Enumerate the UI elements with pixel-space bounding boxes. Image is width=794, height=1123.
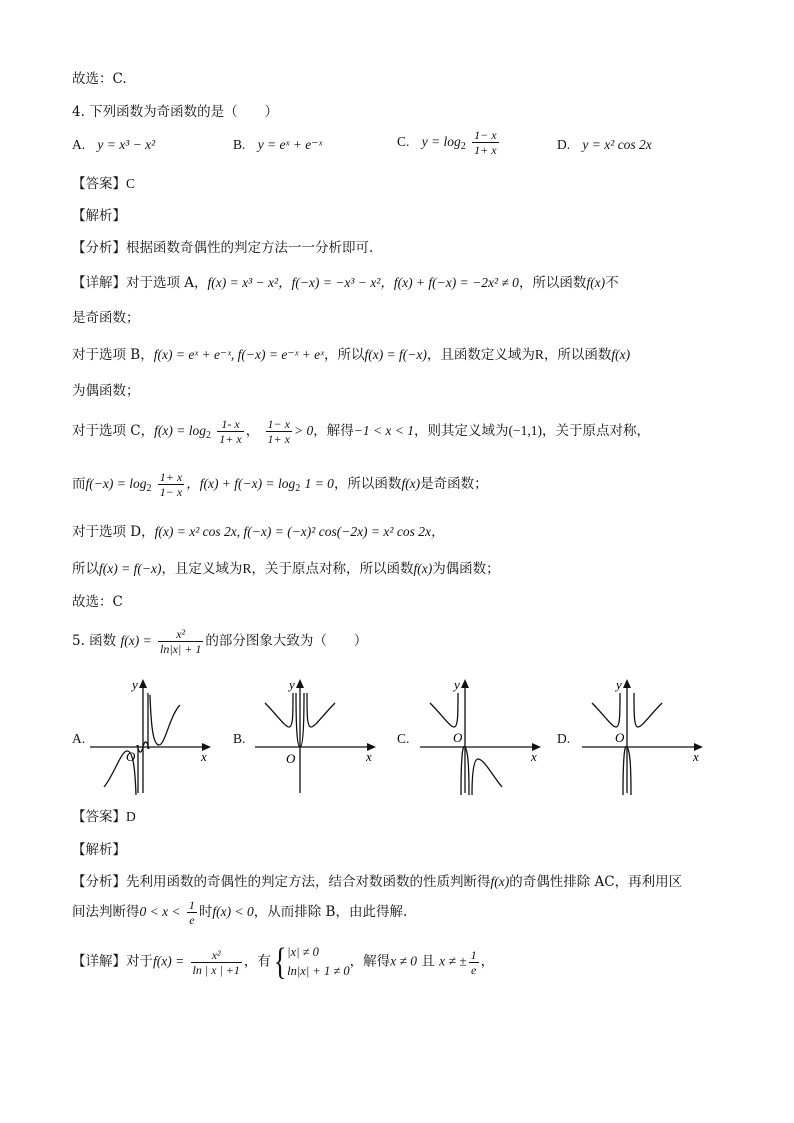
fraction-numerator: x² xyxy=(191,948,242,963)
origin-label: O xyxy=(126,749,136,764)
x-label: x xyxy=(201,749,207,764)
fraction-denominator: 1− x xyxy=(159,485,183,499)
origin-label: O xyxy=(286,751,296,766)
fraction-numerator: 1+ x xyxy=(159,470,183,484)
question-4-stem: 4. 下列函数为奇函数的是（ ） xyxy=(72,104,279,120)
fraction-numerator: x² xyxy=(158,627,203,642)
math-expression: f(x) xyxy=(413,561,433,576)
math-expression: f(x) = x³ − x²，f(−x) = −x³ − x²，f(x) + f(−x) = −2x² ≠ 0 xyxy=(207,275,519,290)
x-label: x xyxy=(693,749,699,764)
fraction-numerator: 1− x xyxy=(474,128,497,142)
math-expression: −1 < x < 1 xyxy=(353,423,415,438)
math-expression: f(x) = log xyxy=(154,423,206,438)
fraction xyxy=(158,470,184,499)
math-expression: ，f(x) + f(−x) = log xyxy=(186,476,296,491)
left-brace: { xyxy=(273,941,287,983)
math-expression: f(x) = xyxy=(120,633,152,648)
q4-option-b xyxy=(233,137,322,153)
detail-text: ，且函数定义域为 xyxy=(426,347,535,363)
graph-d xyxy=(582,675,707,795)
log-base: 2 xyxy=(295,483,301,494)
y-arrow xyxy=(139,679,147,688)
option-d-formula: y = x² cos 2x xyxy=(582,137,652,152)
fenxi-text: 根据函数奇偶性的判定方法一一分析即可. xyxy=(126,240,374,256)
math-expression: f(x) xyxy=(611,347,631,362)
detail-text: 的部分图象大致为（ ） xyxy=(205,633,368,649)
math-expression: f(x) = x² cos 2x, f(−x) = (−x)² cos(−2x) = x² cos 2x， xyxy=(154,524,445,539)
math-interval: (−1,1) xyxy=(508,423,543,438)
fraction-denominator: e xyxy=(189,913,195,927)
graph-label-c: C. xyxy=(397,731,410,746)
fenxi-text: 先利用函数的奇偶性的判定方法，结合对数函数的性质判断得 xyxy=(126,874,491,890)
graph-label-d: D. xyxy=(557,731,571,746)
log-base: 2 xyxy=(146,483,152,494)
detail-text: ，有 xyxy=(243,953,271,970)
log-base: 2 xyxy=(205,430,211,441)
detail-text: 对于选项 B， xyxy=(72,347,154,363)
detail-text: ， xyxy=(480,953,495,970)
detail-text: ，且定义域为 xyxy=(161,561,243,577)
math-expression: f(x) = xyxy=(153,953,185,969)
math-expression: f(x) = f(−x) xyxy=(364,347,427,362)
question-5-stem xyxy=(72,627,367,656)
detail-text: 且 xyxy=(421,953,435,970)
fenxi-text: ，从而排除 B，由此得解. xyxy=(253,904,408,920)
detail-4-line-c2 xyxy=(72,470,488,499)
math-expression: f(x) = f(−x) xyxy=(99,561,162,576)
fenxi-tag: 【分析】 xyxy=(72,240,126,256)
math-expression: 0 < x < xyxy=(139,904,181,919)
detail-text: 所以 xyxy=(72,561,99,577)
fraction-numerator: 1- x xyxy=(217,417,243,432)
real-set: R xyxy=(242,561,252,576)
detail-text: ，所以 xyxy=(323,347,365,363)
detail-text: 不 xyxy=(605,275,619,291)
analysis-4-heading: 【解析】 xyxy=(72,208,126,224)
detail-4-line-d xyxy=(72,520,444,540)
fenxi-5-line-a xyxy=(72,870,682,890)
case-system xyxy=(287,943,349,981)
fraction xyxy=(469,948,479,977)
option-c-fraction xyxy=(472,128,498,157)
y-label: y xyxy=(132,677,138,692)
detail-text: 5. 函数 xyxy=(72,633,117,649)
fraction-denominator: 1+ x xyxy=(267,432,290,446)
analysis-5-heading: 【解析】 xyxy=(72,842,126,858)
detail-text: ，所以函数 xyxy=(518,275,587,291)
detail-4-line-b xyxy=(72,343,630,363)
fenxi-4 xyxy=(72,236,373,256)
graph-label-b: B. xyxy=(233,731,246,746)
y-arrow xyxy=(623,679,631,688)
answer-tag: 【答案】 xyxy=(72,176,126,192)
log-base: 2 xyxy=(460,141,466,152)
fraction-denominator: ln|x| + 1 xyxy=(159,642,202,656)
xiangjie-tag: 【详解】 xyxy=(72,275,126,291)
detail-4-line-a2: 是奇函数； xyxy=(72,310,140,326)
real-set: R xyxy=(534,347,544,362)
case-2: ln|x| + 1 ≠ 0 xyxy=(287,964,350,978)
y-label: y xyxy=(289,677,295,692)
answer-5 xyxy=(72,805,136,825)
fraction-denominator: ln | x | +1 xyxy=(192,962,240,977)
detail-text: ，关于原点对称，所以函数 xyxy=(251,561,414,577)
fraction-denominator: 1+ x xyxy=(474,143,497,157)
y-label: y xyxy=(616,677,622,692)
detail-text: 为偶函数； xyxy=(432,561,500,577)
math-expression: x ≠ ± xyxy=(439,953,467,969)
graph-a xyxy=(90,675,215,795)
curve-left-upper xyxy=(265,693,293,727)
detail-text: ，关于原点对称， xyxy=(542,423,651,439)
detail-text: ，则其定义域为 xyxy=(414,423,509,439)
curve-left-upper xyxy=(430,693,458,727)
answer-value: D xyxy=(126,809,136,824)
fraction xyxy=(187,898,197,927)
curve-right-upper xyxy=(150,695,180,745)
math-expression: f(x) xyxy=(401,476,421,491)
option-b-label: B. xyxy=(233,137,246,152)
detail-4-line-b2 xyxy=(72,379,140,399)
option-b-formula: y = eˣ + e⁻ˣ xyxy=(257,137,323,152)
detail-text: 为偶函数； xyxy=(72,383,140,399)
curve-left-upper xyxy=(592,693,620,727)
detail-4-line-a xyxy=(72,271,619,291)
q4-option-a xyxy=(72,137,155,153)
fraction-numerator: 1− x xyxy=(267,417,290,431)
detail-text: 对于选项 A， xyxy=(126,275,208,291)
detail-text: ，解得 xyxy=(313,423,354,439)
fraction xyxy=(158,627,203,656)
detail-text: ，所以函数 xyxy=(543,347,612,363)
fenxi-text: 的奇偶性排除 AC，再利用区 xyxy=(509,874,683,890)
origin-label: O xyxy=(453,730,463,745)
detail-text: ，所以函数 xyxy=(333,476,402,492)
xiangjie-tag: 【详解】 xyxy=(72,953,126,970)
fraction xyxy=(266,417,292,446)
fraction xyxy=(217,417,243,446)
math-expression: f(x) = eˣ + e⁻ˣ, f(−x) = e⁻ˣ + eˣ xyxy=(153,347,324,362)
x-label: x xyxy=(366,749,372,764)
detail-5-line-a xyxy=(72,943,494,981)
answer-value: C xyxy=(126,176,136,191)
math-expression: f(−x) = log xyxy=(85,476,147,491)
math-expression: x ≠ 0 xyxy=(390,953,417,969)
x-label: x xyxy=(531,749,537,764)
fraction-denominator: e xyxy=(470,962,477,977)
answer-tag: 【答案】 xyxy=(72,809,126,825)
origin-label: O xyxy=(615,730,625,745)
detail-text: 是奇函数； xyxy=(420,476,488,492)
option-c-log: y = log xyxy=(421,134,461,149)
detail-text: 对于选项 C， xyxy=(72,423,155,439)
detail-text: 对于 xyxy=(126,953,153,970)
detail-text: 对于选项 D， xyxy=(72,524,155,540)
y-arrow xyxy=(461,679,469,688)
option-d-label: D. xyxy=(557,137,571,152)
y-arrow xyxy=(296,679,304,688)
case-1: |x| ≠ 0 xyxy=(287,945,319,959)
answer-4 xyxy=(72,172,135,192)
fraction-denominator: 1+ x xyxy=(219,432,242,446)
graph-label-a: A. xyxy=(72,731,86,746)
y-label: y xyxy=(454,677,460,692)
q4-option-d xyxy=(557,137,652,153)
fenxi-5-line-b xyxy=(72,898,407,927)
fenxi-text: 间法判断得 xyxy=(72,904,140,920)
fenxi-text: 时 xyxy=(198,904,213,920)
curve-right-upper xyxy=(634,693,662,727)
conclusion-line-1: 故选：C. xyxy=(72,71,127,87)
option-a-formula: y = x³ − x² xyxy=(97,137,156,152)
curve-right-lower xyxy=(472,759,502,795)
conclusion-line-2: 故选：C xyxy=(72,594,123,610)
fraction-numerator: 1 xyxy=(470,947,477,962)
fraction xyxy=(191,948,242,977)
detail-text: 而 xyxy=(72,476,86,492)
curve-right-upper xyxy=(307,693,335,727)
detail-4-line-c: 对于选项 C，$f(x) = \log_2$ $\frac{1- x}{1+ x}$ ， $\frac{1- x}{1+ x}$ > 0，解得−1 < x < 1，则其定义域为(−1,1)，关于原点对称， xyxy=(72,417,651,446)
graph-b xyxy=(255,675,380,795)
graph-c xyxy=(420,675,545,795)
math-expression: f(x) xyxy=(586,275,606,290)
math-expression: > 0 xyxy=(293,423,314,438)
detail-4-line-d2 xyxy=(72,557,500,577)
math-expression: 1 = 0 xyxy=(304,476,334,491)
option-c-label: C. xyxy=(397,134,410,149)
detail-text: ，解得 xyxy=(349,953,391,970)
fenxi-tag: 【分析】 xyxy=(72,874,126,890)
q4-option-c xyxy=(397,128,501,157)
math-expression: f(x) xyxy=(490,874,510,889)
math-expression: f(x) < 0 xyxy=(212,904,254,919)
option-a-label: A. xyxy=(72,137,86,152)
fraction-numerator: 1 xyxy=(188,898,195,912)
